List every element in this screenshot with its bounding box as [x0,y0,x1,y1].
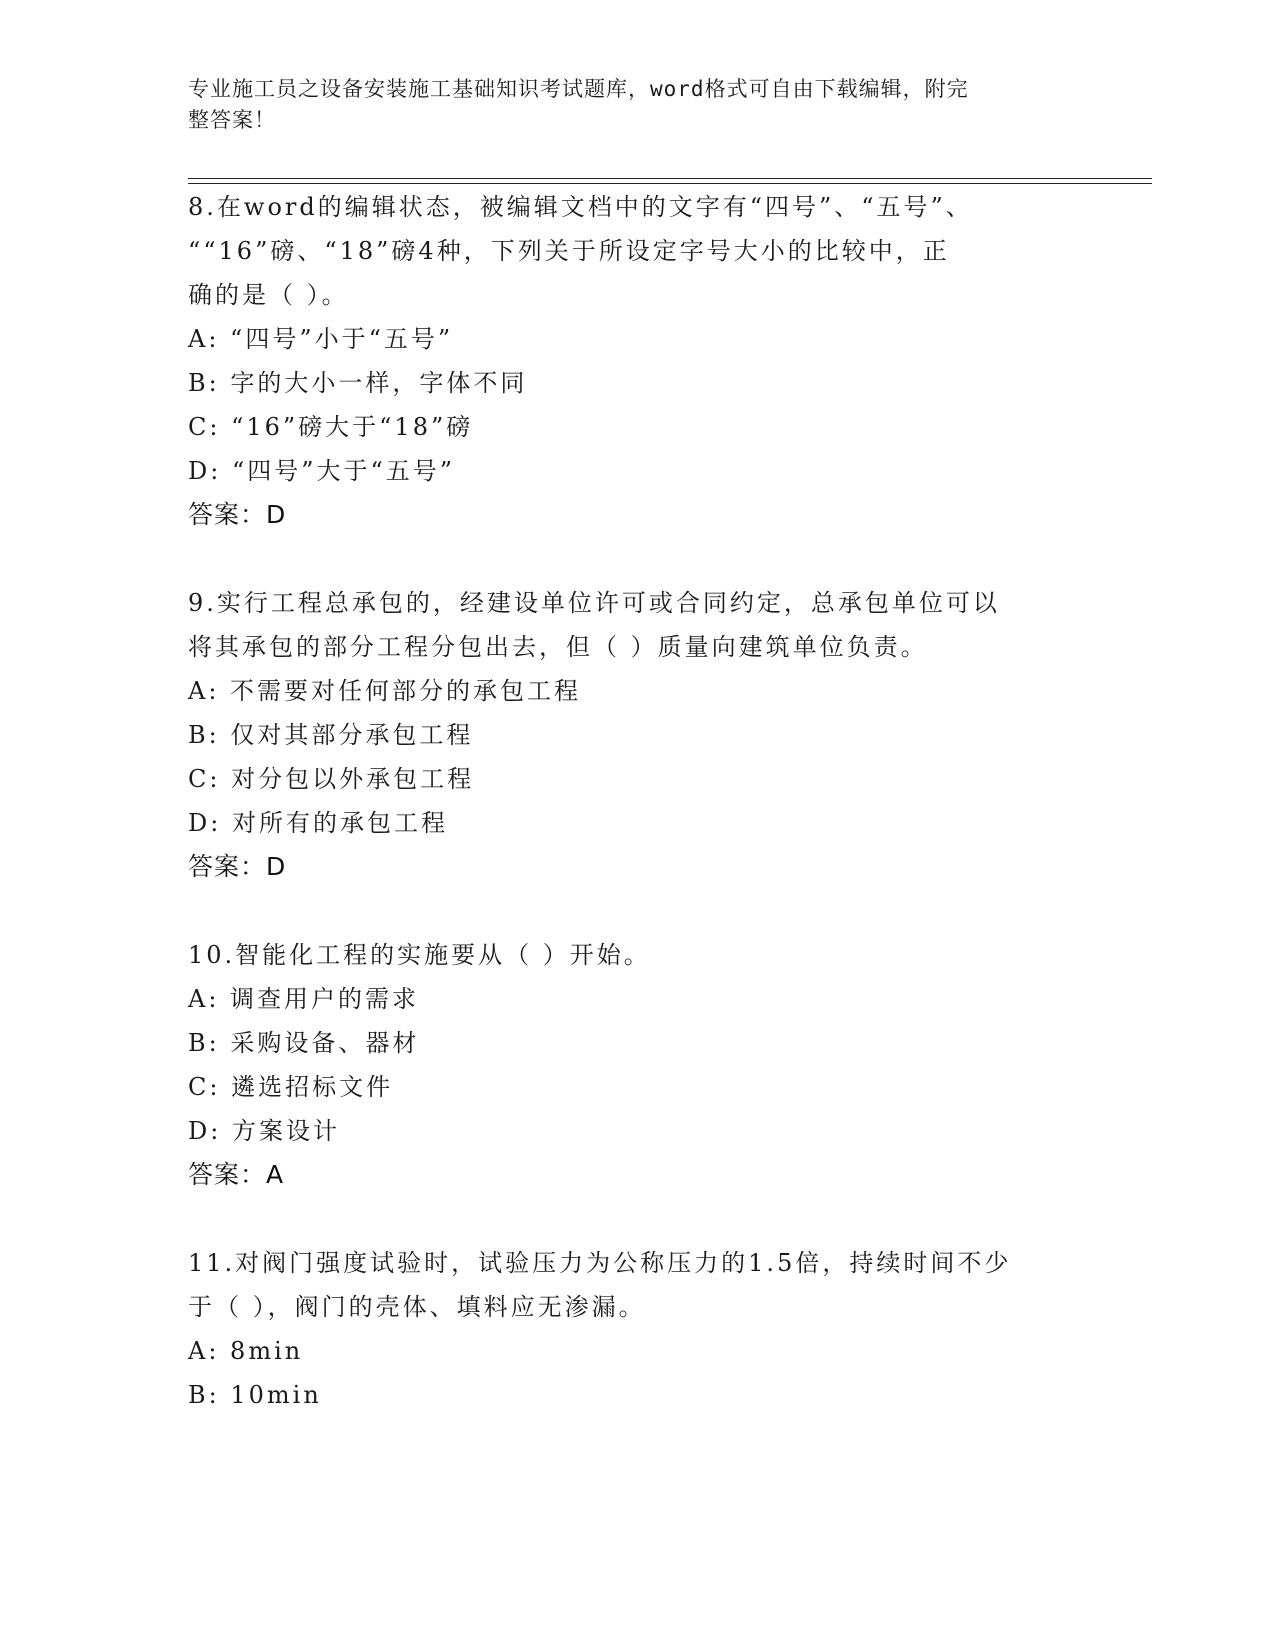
question-8-stem-line-2: ““16”磅、“18”磅4种，下列关于所设定字号大小的比较中，正 [188,237,950,265]
question-8-option-d: D: “四号”大于“五号” [188,457,456,485]
question-8-stem-line-3: 确的是（ ）。 [188,281,349,309]
question-11-stem-line-1: 11.对阀门强度试验时，试验压力为公称压力的1.5倍，持续时间不少 [188,1249,1012,1277]
header-divider-bottom [188,183,1152,184]
question-9-option-a: A: 不需要对任何部分的承包工程 [188,677,582,705]
question-9-option-d: D: 对所有的承包工程 [188,809,448,837]
question-10-option-a: A: 调查用户的需求 [188,985,420,1013]
header-divider-top [188,178,1152,179]
question-9-stem-line-1: 9.实行工程总承包的，经建设单位许可或合同约定，总承包单位可以 [188,589,1000,617]
question-9-option-c: C: 对分包以外承包工程 [188,765,475,793]
question-8-option-b: B: 字的大小一样，字体不同 [188,369,528,397]
question-9-answer: 答案：D [188,852,287,881]
question-10-stem-line-1: 10.智能化工程的实施要从（ ）开始。 [188,941,651,969]
question-10-answer: 答案：A [188,1160,285,1189]
question-10-option-b: B: 采购设备、器材 [188,1029,420,1057]
question-8-stem-line-1: 8.在word的编辑状态，被编辑文档中的文字有“四号”、“五号”、 [188,193,973,221]
question-11-option-b: B: 10min [188,1381,322,1409]
question-10-option-c: C: 遴选招标文件 [188,1073,394,1101]
question-11-option-a: A: 8min [188,1337,304,1365]
question-9-stem-line-2: 将其承包的部分工程分包出去，但（ ）质量向建筑单位负责。 [188,633,928,661]
question-8-answer: 答案：D [188,500,287,529]
header-line-1: 专业施工员之设备安装施工基础知识考试题库，word格式可自由下载编辑，附完 [188,77,969,101]
question-8-option-c: C: “16”磅大于“18”磅 [188,413,474,441]
question-10-option-d: D: 方案设计 [188,1117,340,1145]
document-header [188,74,1068,136]
question-8-option-a: A: “四号”小于“五号” [188,325,454,353]
question-9-option-b: B: 仅对其部分承包工程 [188,721,474,749]
header-line-2: 整答案！ [188,108,276,132]
question-11-stem-line-2: 于（ ），阀门的壳体、填料应无渗漏。 [188,1293,646,1321]
